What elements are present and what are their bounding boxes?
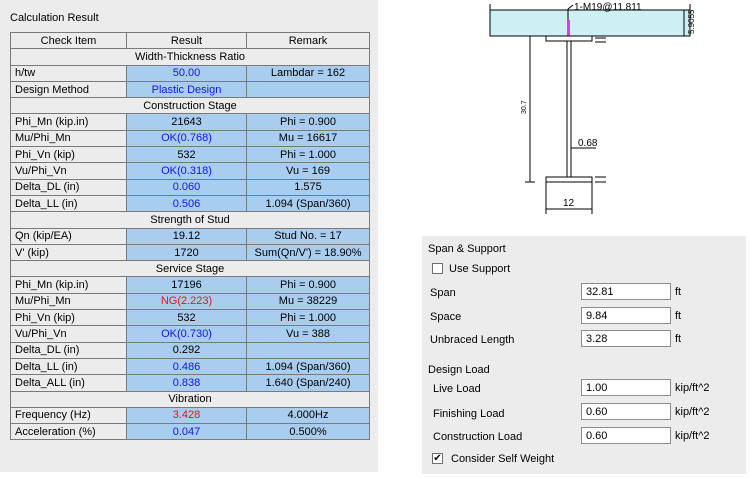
web	[567, 41, 571, 177]
space-input[interactable]: 9.84	[581, 307, 671, 324]
table-row	[11, 81, 370, 97]
table-row	[11, 342, 370, 358]
table-row	[11, 293, 370, 309]
depth-label: 30.7	[521, 100, 528, 114]
top-flange	[546, 36, 592, 41]
column-header-check-item: Check Item	[11, 33, 127, 49]
beam-section-drawing	[478, 0, 728, 225]
table-row	[11, 326, 370, 342]
table-row	[11, 114, 370, 130]
construction-load-input[interactable]: 0.60	[581, 427, 671, 444]
check-item-cell: h/tw	[11, 65, 127, 81]
span-input[interactable]: 32.81	[581, 283, 671, 300]
table-row	[11, 424, 370, 440]
section-title: Service Stage	[11, 261, 370, 277]
result-cell: 0.292	[127, 342, 247, 358]
construction-load-label: Construction Load	[433, 431, 523, 443]
flange-width-label: 12	[563, 198, 575, 209]
remark-cell: Mu = 16617	[247, 130, 370, 146]
web-thickness-label: 0.68	[578, 138, 598, 149]
section-title: Vibration	[11, 391, 370, 407]
result-cell: 0.047	[127, 424, 247, 440]
result-cell: 0.486	[127, 358, 247, 374]
live-load-input[interactable]: 1.00	[581, 379, 671, 396]
table-row	[11, 179, 370, 195]
remark-cell: 1.094 (Span/360)	[247, 195, 370, 211]
use-support-label: Use Support	[449, 263, 511, 275]
table-row	[11, 163, 370, 179]
space-label: Space	[430, 311, 462, 323]
result-cell: NG(2.223)	[127, 293, 247, 309]
result-cell: OK(0.730)	[127, 326, 247, 342]
bottom-flange	[546, 177, 592, 182]
check-item-cell: Frequency (Hz)	[11, 407, 127, 423]
result-cell: Plastic Design	[127, 81, 247, 97]
remark-cell: Phi = 0.900	[247, 277, 370, 293]
calculation-result-panel	[0, 0, 378, 472]
check-item-cell: Phi_Vn (kip)	[11, 310, 127, 326]
remark-cell: Phi = 1.000	[247, 310, 370, 326]
table-row	[11, 407, 370, 423]
table-row	[11, 277, 370, 293]
remark-cell: Sum(Qn/V') = 18.90%	[247, 244, 370, 260]
finishing-load-input[interactable]: 0.60	[581, 403, 671, 420]
column-header-remark: Remark	[247, 33, 370, 49]
table-row	[11, 244, 370, 260]
remark-cell: Phi = 1.000	[247, 147, 370, 163]
stud-label: 1-M19@11.811	[574, 2, 642, 13]
result-cell: 532	[127, 147, 247, 163]
table-row	[11, 228, 370, 244]
result-cell: 3.428	[127, 407, 247, 423]
check-item-cell: Qn (kip/EA)	[11, 228, 127, 244]
remark-cell: Mu = 38229	[247, 293, 370, 309]
table-row	[11, 65, 370, 81]
remark-cell: Phi = 0.900	[247, 114, 370, 130]
result-cell: 0.838	[127, 375, 247, 391]
remark-cell	[247, 342, 370, 358]
section-header-row	[11, 391, 370, 407]
remark-cell: 1.094 (Span/360)	[247, 358, 370, 374]
check-item-cell: Phi_Mn (kip.in)	[11, 114, 127, 130]
concrete-slab	[490, 10, 690, 36]
section-title: Width-Thickness Ratio	[11, 49, 370, 65]
check-item-cell: Delta_LL (in)	[11, 195, 127, 211]
section-header-row	[11, 49, 370, 65]
check-item-cell: Mu/Phi_Mn	[11, 293, 127, 309]
check-item-cell: V' (kip)	[11, 244, 127, 260]
result-cell: 532	[127, 310, 247, 326]
unbraced-length-input[interactable]: 3.28	[581, 330, 671, 347]
remark-cell: Vu = 388	[247, 326, 370, 342]
design-load-title: Design Load	[428, 364, 490, 376]
result-cell: 17196	[127, 277, 247, 293]
finishing-load-label: Finishing Load	[433, 408, 505, 420]
span-support-panel	[422, 236, 746, 474]
table-row	[11, 147, 370, 163]
check-item-cell: Mu/Phi_Mn	[11, 130, 127, 146]
unbraced-length-unit: ft	[675, 333, 682, 345]
table-row	[11, 310, 370, 326]
remark-cell: 1.575	[247, 179, 370, 195]
check-item-cell: Phi_Vn (kip)	[11, 147, 127, 163]
remark-cell: 0.500%	[247, 424, 370, 440]
unbraced-length-label: Unbraced Length	[430, 334, 515, 346]
panel-title: Calculation Result	[10, 12, 99, 24]
span-label: Span	[430, 287, 456, 299]
remark-cell: Vu = 169	[247, 163, 370, 179]
check-item-cell: Vu/Phi_Vn	[11, 163, 127, 179]
span-unit: ft	[675, 286, 682, 298]
live-load-unit: kip/ft^2	[675, 382, 710, 394]
consider-self-weight-checkbox[interactable]: ✔	[433, 453, 442, 464]
span-support-title: Span & Support	[428, 243, 506, 255]
remark-cell: Stud No. = 17	[247, 228, 370, 244]
section-header-row	[11, 98, 370, 114]
check-item-cell: Delta_ALL (in)	[11, 375, 127, 391]
shear-stud	[567, 20, 570, 38]
table-row	[11, 375, 370, 391]
check-item-cell: Vu/Phi_Vn	[11, 326, 127, 342]
remark-cell: 1.640 (Span/240)	[247, 375, 370, 391]
table-header-row	[11, 33, 370, 49]
space-unit: ft	[675, 310, 682, 322]
slab-thickness-label: 5.9055	[687, 9, 696, 34]
remark-cell: 4.000Hz	[247, 407, 370, 423]
remark-cell: Lambdar = 162	[247, 65, 370, 81]
live-load-label: Live Load	[433, 383, 481, 395]
check-item-cell: Delta_DL (in)	[11, 179, 127, 195]
remark-cell	[247, 81, 370, 97]
result-cell: 0.060	[127, 179, 247, 195]
construction-load-unit: kip/ft^2	[675, 430, 710, 442]
result-cell: 0.506	[127, 195, 247, 211]
result-cell: 1720	[127, 244, 247, 260]
check-item-cell: Delta_LL (in)	[11, 358, 127, 374]
check-item-cell: Phi_Mn (kip.in)	[11, 277, 127, 293]
check-item-cell: Delta_DL (in)	[11, 342, 127, 358]
section-header-row	[11, 261, 370, 277]
result-table	[10, 32, 370, 440]
section-title: Strength of Stud	[11, 212, 370, 228]
consider-self-weight-label: Consider Self Weight	[451, 453, 555, 465]
result-cell: 21643	[127, 114, 247, 130]
result-cell: OK(0.768)	[127, 130, 247, 146]
use-support-checkbox[interactable]	[432, 263, 443, 274]
check-item-cell: Design Method	[11, 81, 127, 97]
result-cell: 50.00	[127, 65, 247, 81]
result-cell: 19.12	[127, 228, 247, 244]
result-cell: OK(0.318)	[127, 163, 247, 179]
section-header-row	[11, 212, 370, 228]
table-row	[11, 130, 370, 146]
section-title: Construction Stage	[11, 98, 370, 114]
check-item-cell: Acceleration (%)	[11, 424, 127, 440]
stud-leader-arm	[568, 5, 573, 9]
table-row	[11, 195, 370, 211]
table-row	[11, 358, 370, 374]
column-header-result: Result	[127, 33, 247, 49]
finishing-load-unit: kip/ft^2	[675, 406, 710, 418]
